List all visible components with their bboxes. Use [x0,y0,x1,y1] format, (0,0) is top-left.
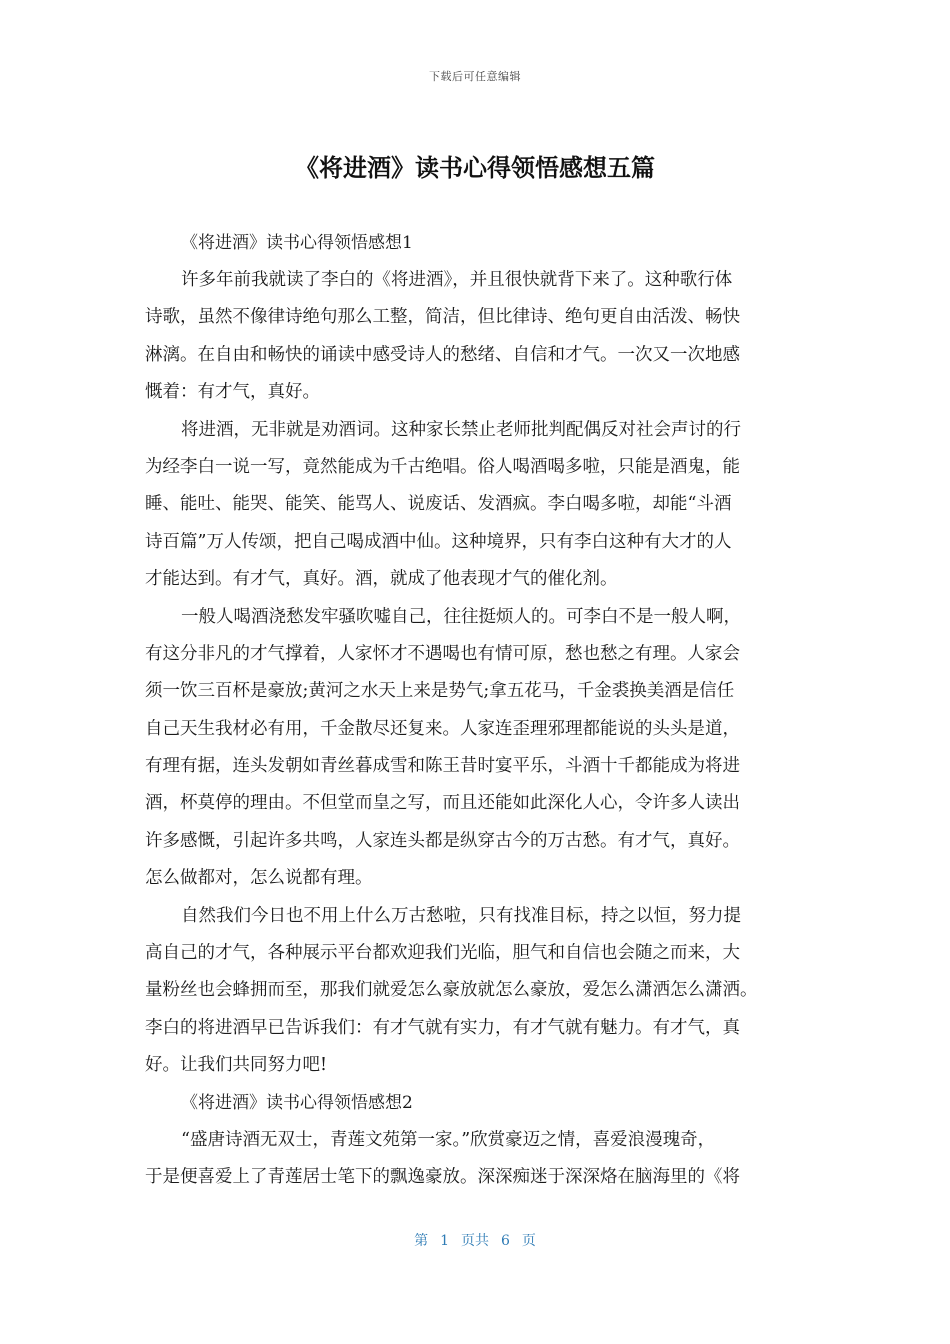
footer-page-total: 6 [501,1233,510,1249]
page-footer [0,1230,950,1250]
footer-page-mid: 页共 [461,1233,489,1249]
document-title: 《将进酒》读书心得领悟感想五篇 [295,154,655,182]
paragraph [145,262,810,412]
paragraph-line: 慨着：有才气，真好。 [145,382,320,403]
paragraph-line: 李白的将进酒早已告诉我们：有才气就有实力，有才气就有魅力。有才气，真 [145,1017,740,1038]
paragraph-line: 将进酒，无非就是劝酒词。这种家长禁止老师批判配偶反对社会声讨的行 [181,419,741,440]
paragraph-line: 自然我们今日也不用上什么万古愁啦，只有找准目标，持之以恒，努力提 [181,905,741,926]
paragraph [145,599,810,898]
paragraph-line: 好。让我们共同努力吧! [145,1055,328,1076]
paragraph-line: 淋漓。在自由和畅快的诵读中感受诗人的愁绪、自信和才气。一次又一次地感 [145,344,740,365]
paragraph-line: 于是便喜爱上了青莲居士笔下的飘逸豪放。深深痴迷于深深烙在脑海里的《将 [145,1166,740,1187]
paragraph-line: 须一饮三百杯是豪放;黄河之水天上来是势气;拿五花马，千金裘换美酒是信任 [145,681,735,702]
section-heading: 《将进酒》读书心得领悟感想1 [181,233,413,253]
paragraph [145,898,810,1085]
header-note: 下载后可任意编辑 [429,70,521,83]
paragraph-line: 量粉丝也会蜂拥而至，那我们就爱怎么豪放就怎么豪放，爱怎么潇洒怎么潇洒。 [145,980,758,1001]
footer-page-suffix: 页 [521,1233,536,1249]
document-body [145,225,810,1196]
footer-page-current: 1 [440,1233,449,1249]
paragraph-line: 睡、能吐、能哭、能笑、能骂人、说废话、发酒疯。李白喝多啦，却能“斗酒 [145,494,732,515]
paragraph-line: 才能达到。有才气，真好。酒，就成了他表现才气的催化剂。 [145,569,618,590]
paragraph-line: 一般人喝酒浇愁发牢骚吹嘘自己，往往挺烦人的。可李白不是一般人啊， [181,606,741,627]
paragraph-line: 高自己的才气，各种展示平台都欢迎我们光临，胆气和自信也会随之而来，大 [145,943,740,964]
paragraph-line: 酒，杯莫停的理由。不但堂而皇之写，而且还能如此深化人心，令许多人读出 [145,793,740,814]
footer-page-word: 第 [414,1233,429,1249]
paragraph-line: 许多感慨，引起许多共鸣，人家连头都是纵穿古今的万古愁。有才气，真好。 [145,830,740,851]
paragraph [145,1122,810,1197]
paragraph [145,412,810,599]
paragraph-line: 为经李白一说一写，竟然能成为千古绝唱。俗人喝酒喝多啦，只能是酒鬼，能 [145,456,740,477]
paragraph-line: 自己天生我材必有用，千金散尽还复来。人家连歪理邪理都能说的头头是道， [145,718,740,739]
paragraph-line: 许多年前我就读了李白的《将进酒》，并且很快就背下来了。这种歌行体 [181,270,733,290]
paragraph-line: 有理有据，连头发朝如青丝暮成雪和陈王昔时宴平乐，斗酒十千都能成为将进 [145,756,740,777]
section-heading: 《将进酒》读书心得领悟感想2 [181,1092,413,1113]
paragraph-line: 怎么做都对，怎么说都有理。 [145,868,373,889]
paragraph-line: 诗百篇”万人传颂，把自己喝成酒中仙。这种境界，只有李白这种有大才的人 [145,531,732,552]
paragraph-line: 诗歌，虽然不像律诗绝句那么工整，简洁，但比律诗、绝句更自由活泼、畅快 [145,307,740,328]
paragraph-line: “盛唐诗酒无双士，青莲文苑第一家。”欣赏豪迈之情，喜爱浪漫瑰奇， [181,1129,716,1150]
paragraph-line: 有这分非凡的才气撑着，人家怀才不遇喝也有情可原，愁也愁之有理。人家会 [145,643,740,664]
